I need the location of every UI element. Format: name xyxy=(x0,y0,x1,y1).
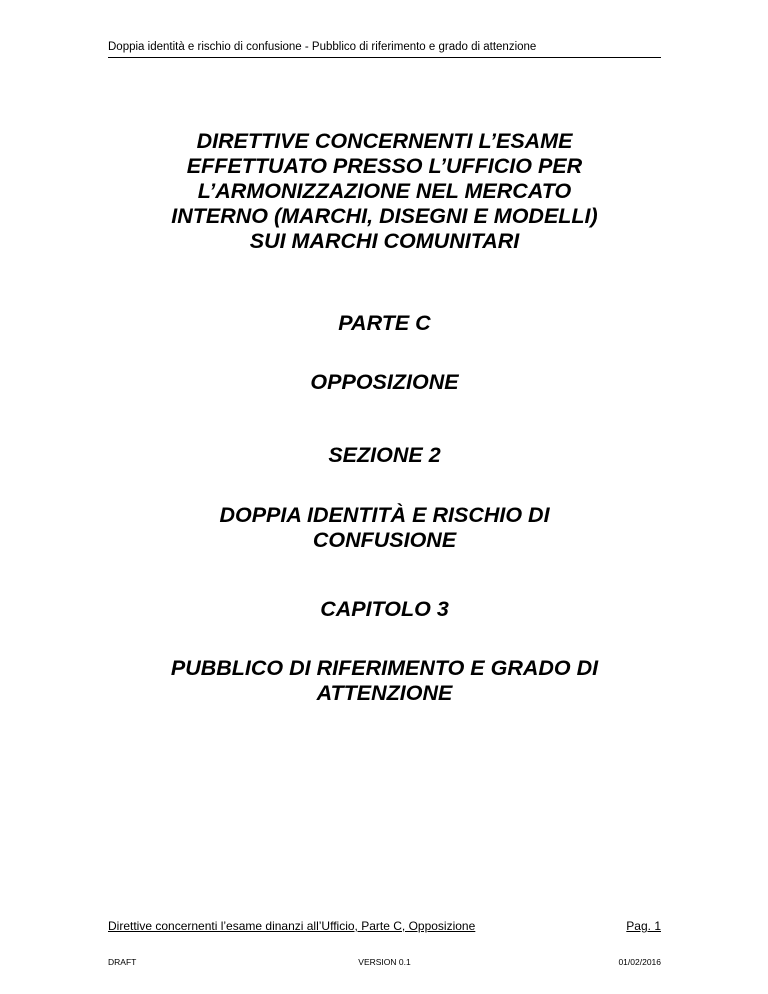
part-title: OPPOSIZIONE xyxy=(310,370,459,394)
part-heading: PARTE C xyxy=(338,311,431,335)
section-title xyxy=(108,503,661,553)
section-title-line: CONFUSIONE xyxy=(312,528,457,552)
draft-label: DRAFT xyxy=(108,957,137,967)
section-heading: SEZIONE 2 xyxy=(328,443,441,467)
running-header-text: Doppia identità e rischio di confusione - Pubblico di riferimento e grado di attenzione xyxy=(108,41,537,53)
chapter-title-line: ATTENZIONE xyxy=(316,681,453,705)
page-number: Pag. 1 xyxy=(626,919,661,933)
version-label: VERSION 0.1 xyxy=(358,957,411,967)
chapter-title-line: PUBBLICO DI RIFERIMENTO E GRADO DI xyxy=(170,656,599,680)
main-title-line: INTERNO (MARCHI, DISEGNI E MODELLI) xyxy=(171,204,598,228)
chapter-heading: CAPITOLO 3 xyxy=(320,597,449,621)
footer-title: Direttive concernenti l’esame dinanzi all’Ufficio, Parte C, Opposizione xyxy=(108,919,476,933)
main-title-line: EFFETTUATO PRESSO L’UFFICIO PER xyxy=(186,154,583,178)
document-main-title xyxy=(108,129,661,254)
main-title-line: SUI MARCHI COMUNITARI xyxy=(249,229,520,253)
main-title-line: L’ARMONIZZAZIONE NEL MERCATO xyxy=(197,179,572,203)
section-title-line: DOPPIA IDENTITÀ E RISCHIO DI xyxy=(219,503,550,527)
main-title-line: DIRETTIVE CONCERNENTI L’ESAME xyxy=(196,129,573,153)
document-date: 01/02/2016 xyxy=(618,957,661,967)
chapter-title xyxy=(108,656,661,706)
running-header xyxy=(108,40,661,58)
page-footer xyxy=(108,917,661,935)
document-status-row xyxy=(108,955,661,969)
